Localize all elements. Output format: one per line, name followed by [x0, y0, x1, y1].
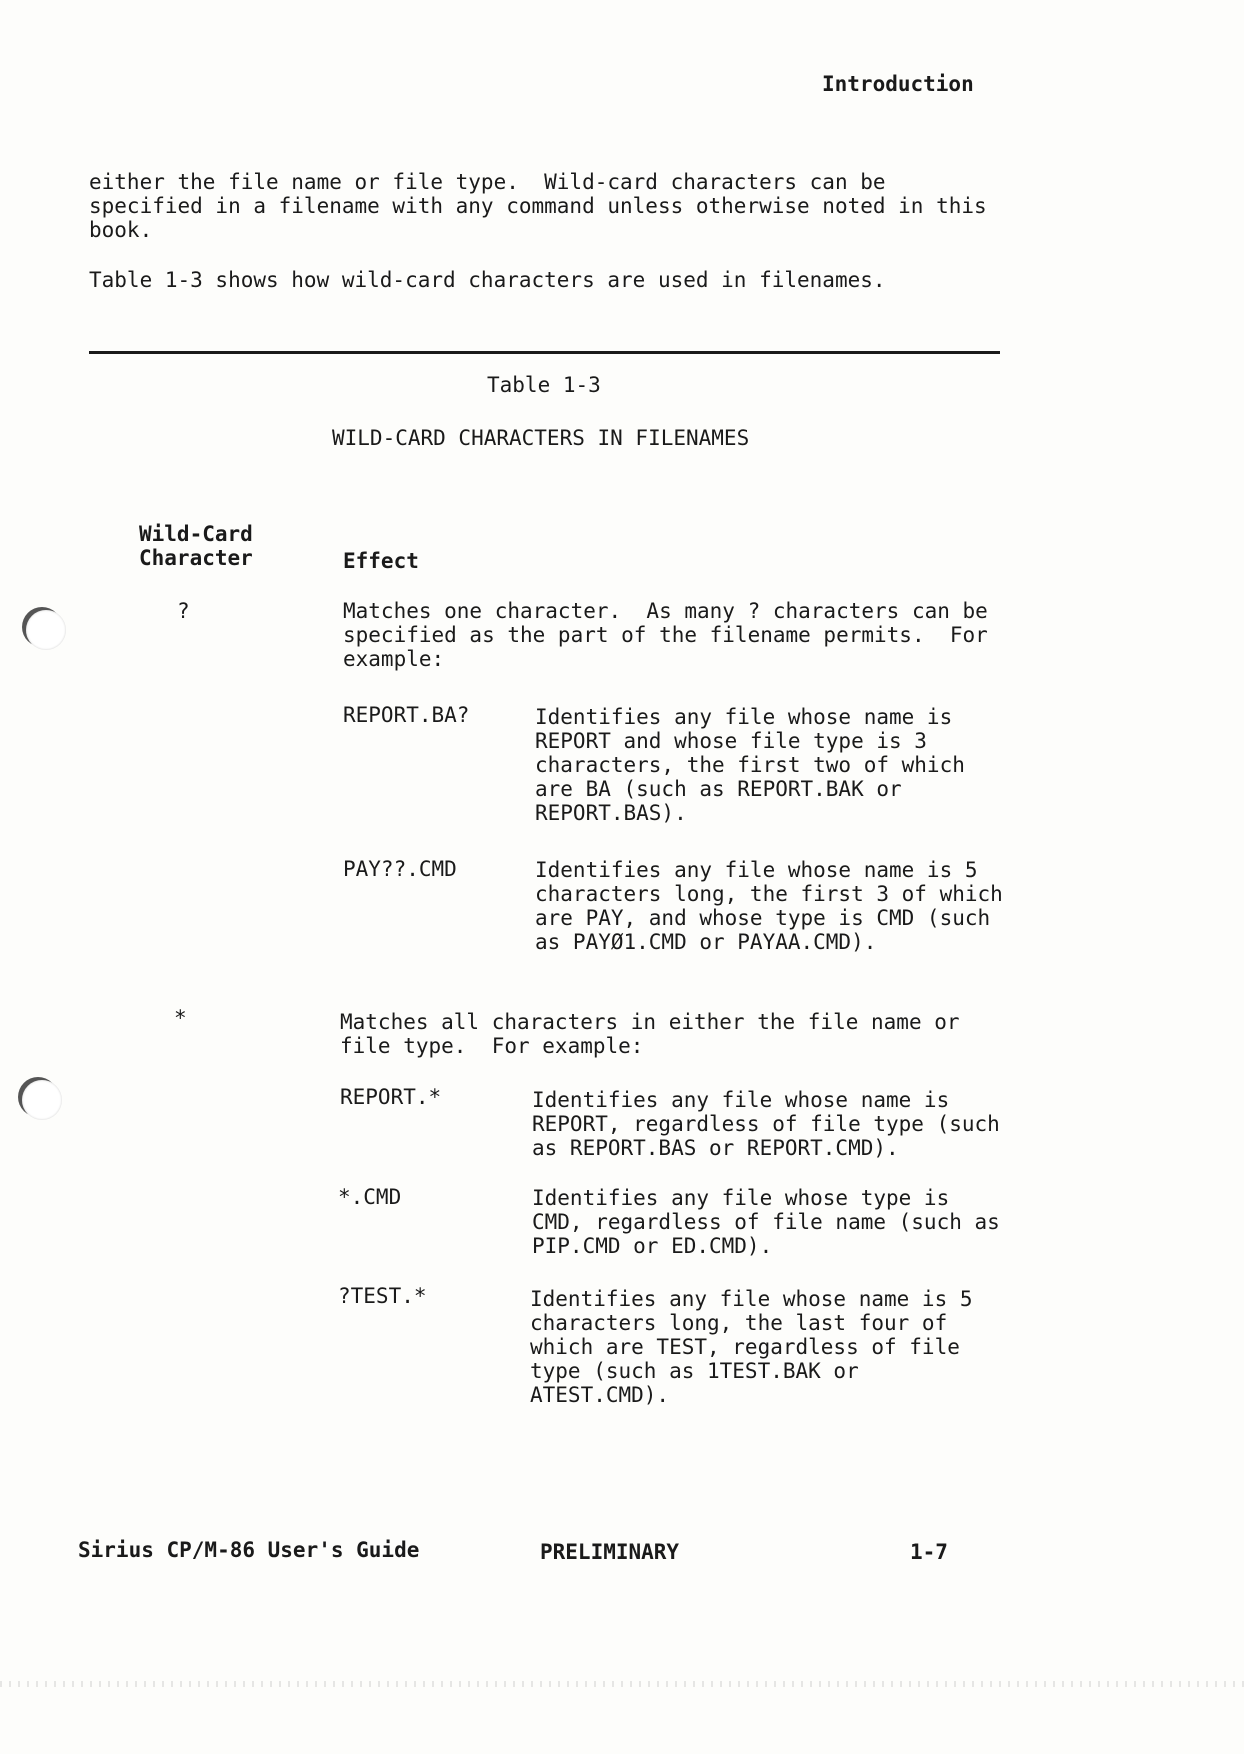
- intro-paragraph: [89, 170, 987, 242]
- table-title: WILD-CARD CHARACTERS IN FILENAMES: [332, 426, 750, 450]
- example-description: Identifies any file whose type is CMD, regardless of file name (such as PIP.CMD or ED.CMD).: [532, 1186, 1000, 1258]
- punch-hole: [22, 1080, 62, 1120]
- footer-book-title: Sirius CP/M-86 User's Guide: [78, 1538, 420, 1562]
- footer-status: PRELIMINARY: [540, 1540, 680, 1564]
- intro-line: specified in a filename with any command unless otherwise noted in this: [89, 194, 987, 218]
- example-pattern: REPORT.BA?: [343, 703, 470, 727]
- wildcard-effect: Matches all characters in either the file name or file type. For example:: [340, 1010, 960, 1058]
- intro-line: book.: [89, 218, 153, 242]
- wildcard-char: ?: [177, 599, 190, 623]
- footer-page-number: 1-7: [910, 1540, 948, 1564]
- intro-line: either the file name or file type. Wild-card characters can be: [89, 170, 886, 194]
- table-reference-paragraph: Table 1-3 shows how wild-card characters are used in filenames.: [89, 268, 886, 292]
- example-description: Identifies any file whose name is REPORT, regardless of file type (such as REPORT.BAS or REPORT.CMD).: [532, 1088, 1000, 1160]
- example-pattern: REPORT.*: [340, 1085, 442, 1109]
- running-header: Introduction: [822, 72, 974, 96]
- table-number: Table 1-3: [487, 373, 601, 397]
- wildcard-char: *: [174, 1006, 187, 1030]
- wildcard-effect: Matches one character. As many ? characters can be specified as the part of the filename permits. For example:: [343, 599, 988, 671]
- example-pattern: *.CMD: [338, 1185, 402, 1209]
- example-description: Identifies any file whose name is 5 characters long, the first 3 of which are PAY, and whose type is CMD (such as PAYØ1.CMD or PAYAA.CMD).: [535, 858, 1003, 954]
- column-header-character: Wild-Card Character: [139, 522, 253, 570]
- example-description: Identifies any file whose name is REPORT and whose file type is 3 characters, the first two of which are BA (such as REPORT.BAK or REPORT.BAS).: [535, 705, 965, 825]
- column-header-effect: Effect: [343, 549, 419, 573]
- example-pattern: PAY??.CMD: [343, 857, 457, 881]
- scan-noise: [0, 1681, 1244, 1687]
- punch-hole: [26, 610, 66, 650]
- table-top-rule: [89, 351, 1000, 354]
- example-pattern: ?TEST.*: [338, 1284, 427, 1308]
- example-description: Identifies any file whose name is 5 characters long, the last four of which are TEST, regardless of file type (such as 1TEST.BAK or ATEST.CMD).: [530, 1287, 973, 1407]
